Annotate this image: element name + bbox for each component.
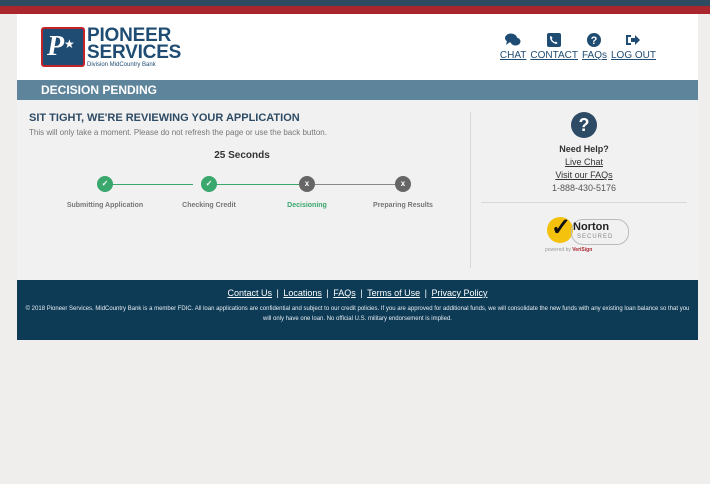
step-connector: [209, 184, 299, 185]
footer-link-faqs[interactable]: FAQs: [333, 288, 356, 298]
progress-steps: [29, 168, 469, 228]
footer-disclaimer: © 2018 Pioneer Services. MidCountry Bank is a member FDIC. All loan applications are confidential and subject to our credit policies. If you are approved for additional funds, we will consolidate the new funds with any existing loan balance so that you will only have one loan. No official U.S. military endorsement is implied.: [25, 306, 690, 322]
footer-link-terms[interactable]: Terms of Use: [367, 288, 421, 298]
faqs-link[interactable]: Visit our FAQs: [555, 170, 613, 180]
nav-contact-label: CONTACT: [530, 50, 578, 61]
logo-line-3: Division MidCountry Bank: [87, 62, 156, 68]
step-4-pending-icon: x: [395, 176, 411, 192]
nav-chat[interactable]: [500, 32, 526, 61]
norton-brand: Norton: [573, 221, 610, 233]
horizontal-divider: [481, 202, 687, 203]
phone-number: 1-888-430-5176: [551, 183, 617, 193]
step-connector: [315, 184, 403, 185]
nav-faqs-label: FAQs: [581, 50, 607, 61]
footer-link-contact[interactable]: Contact Us: [227, 288, 273, 298]
norton-check-icon: ✓: [551, 214, 572, 241]
logo-text: [87, 27, 181, 68]
chat-icon: [505, 32, 521, 48]
step-1-check-icon: ✓: [97, 176, 113, 192]
norton-secured-seal[interactable]: [539, 215, 629, 259]
help-panel: [481, 112, 687, 259]
step-connector: [105, 184, 193, 185]
nav-chat-label: CHAT: [499, 50, 527, 61]
nav-contact[interactable]: [530, 32, 578, 61]
logout-icon: [625, 32, 641, 48]
norton-secured: SECURED: [577, 234, 614, 240]
countdown-timer: 25 Seconds: [214, 150, 270, 161]
need-help-title: Need Help?: [559, 144, 609, 154]
footer-link-privacy[interactable]: Privacy Policy: [431, 288, 488, 298]
top-nav: [500, 32, 656, 61]
logo-mark-icon: P ★: [41, 27, 85, 67]
step-4-label: Preparing Results: [373, 202, 433, 209]
footer-link-locations[interactable]: Locations: [283, 288, 322, 298]
top-accent-bar: [0, 0, 710, 14]
nav-logout-label: LOG OUT: [610, 50, 656, 61]
page-container: [17, 14, 698, 340]
nav-faqs[interactable]: [582, 32, 607, 61]
norton-powered: powered by VeriSign: [545, 247, 593, 253]
step-2-label: Checking Credit: [182, 202, 236, 209]
status-heading: SIT TIGHT, WE'RE REVIEWING YOUR APPLICATION: [29, 112, 300, 124]
step-3-pending-icon: x: [299, 176, 315, 192]
header: [17, 14, 698, 80]
page-title: DECISION PENDING: [17, 80, 698, 100]
step-3-label: Decisioning: [287, 202, 327, 209]
step-1-label: Submitting Application: [66, 202, 144, 209]
question-icon: ?: [571, 112, 597, 138]
svg-text:?: ?: [591, 35, 598, 47]
logo-line-2: SERVICES: [87, 42, 182, 63]
step-2-check-icon: ✓: [201, 176, 217, 192]
nav-logout[interactable]: [611, 32, 656, 61]
main-content: [17, 100, 698, 280]
status-subtext: This will only take a moment. Please do not refresh the page or use the back button.: [29, 128, 327, 137]
vertical-divider: [470, 112, 471, 268]
phone-icon: [546, 32, 562, 48]
footer: [17, 280, 698, 340]
status-panel: [29, 112, 469, 209]
live-chat-link[interactable]: Live Chat: [564, 157, 604, 167]
logo-line-1: PIONEER: [87, 25, 172, 46]
help-icon: [586, 32, 602, 48]
footer-links: Contact Us | Locations | FAQs | Terms of Use | Privacy Policy: [227, 288, 488, 298]
